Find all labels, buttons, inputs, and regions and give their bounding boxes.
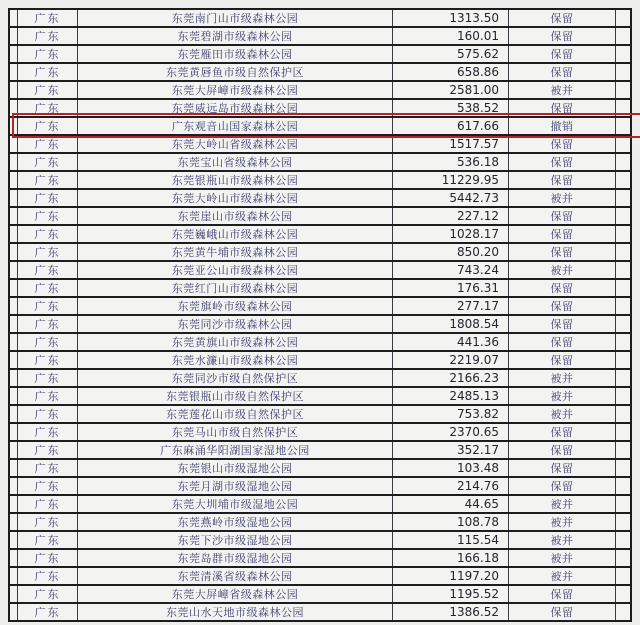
gutter-cell xyxy=(10,280,18,296)
table-row xyxy=(10,100,630,118)
table-row xyxy=(10,118,630,136)
status-cell: 撤销 xyxy=(509,118,616,134)
area-name-cell: 东莞碧湖市级森林公园 xyxy=(78,28,393,44)
area-value-cell: 658.86 xyxy=(393,64,509,80)
table-row xyxy=(10,388,630,406)
area-value-cell: 1517.57 xyxy=(393,136,509,152)
province-cell: 广东 xyxy=(18,10,78,26)
area-name-cell: 东莞大岭山省级森林公园 xyxy=(78,136,393,152)
area-value-cell: 103.48 xyxy=(393,460,509,476)
status-cell: 保留 xyxy=(509,586,616,602)
province-cell: 广东 xyxy=(18,334,78,350)
province-cell: 广东 xyxy=(18,514,78,530)
area-name-cell: 广东麻涌华阳湖国家湿地公园 xyxy=(78,442,393,458)
table-row xyxy=(10,208,630,226)
table-row xyxy=(10,478,630,496)
gutter-cell xyxy=(616,442,630,458)
area-name-cell: 东莞银瓶山市级森林公园 xyxy=(78,172,393,188)
gutter-cell xyxy=(616,262,630,278)
gutter-cell xyxy=(616,388,630,404)
gutter-cell xyxy=(616,460,630,476)
status-cell: 保留 xyxy=(509,28,616,44)
area-name-cell: 东莞崖山市级森林公园 xyxy=(78,208,393,224)
table-row xyxy=(10,28,630,46)
status-cell: 保留 xyxy=(509,478,616,494)
gutter-cell xyxy=(10,514,18,530)
table-row xyxy=(10,406,630,424)
status-cell: 被并 xyxy=(509,406,616,422)
table-row xyxy=(10,424,630,442)
area-value-cell: 753.82 xyxy=(393,406,509,422)
province-cell: 广东 xyxy=(18,190,78,206)
area-name-cell: 东莞银山市级湿地公园 xyxy=(78,460,393,476)
gutter-cell xyxy=(616,190,630,206)
area-value-cell: 1808.54 xyxy=(393,316,509,332)
status-cell: 保留 xyxy=(509,460,616,476)
status-cell: 被并 xyxy=(509,262,616,278)
status-cell: 保留 xyxy=(509,442,616,458)
status-cell: 被并 xyxy=(509,514,616,530)
area-name-cell: 东莞红门山市级森林公园 xyxy=(78,280,393,296)
gutter-cell xyxy=(616,406,630,422)
gutter-cell xyxy=(616,82,630,98)
gutter-cell xyxy=(616,46,630,62)
status-cell: 保留 xyxy=(509,208,616,224)
gutter-cell xyxy=(10,244,18,260)
province-cell: 广东 xyxy=(18,550,78,566)
area-name-cell: 东莞巍峨山市级森林公园 xyxy=(78,226,393,242)
table-row xyxy=(10,154,630,172)
gutter-cell xyxy=(616,550,630,566)
area-value-cell: 2581.00 xyxy=(393,82,509,98)
area-value-cell: 214.76 xyxy=(393,478,509,494)
gutter-cell xyxy=(616,532,630,548)
area-value-cell: 850.20 xyxy=(393,244,509,260)
gutter-cell xyxy=(616,172,630,188)
area-value-cell: 1313.50 xyxy=(393,10,509,26)
gutter-cell xyxy=(616,244,630,260)
table-row xyxy=(10,280,630,298)
province-cell: 广东 xyxy=(18,568,78,584)
area-name-cell: 东莞黄唇鱼市级自然保护区 xyxy=(78,64,393,80)
gutter-cell xyxy=(10,154,18,170)
status-cell: 保留 xyxy=(509,46,616,62)
area-name-cell: 东莞大屏嶂省级森林公园 xyxy=(78,586,393,602)
table-row xyxy=(10,370,630,388)
status-cell: 保留 xyxy=(509,154,616,170)
gutter-cell xyxy=(616,316,630,332)
area-name-cell: 东莞月湖市级湿地公园 xyxy=(78,478,393,494)
table-row xyxy=(10,442,630,460)
status-cell: 保留 xyxy=(509,316,616,332)
gutter-cell xyxy=(616,154,630,170)
status-cell: 保留 xyxy=(509,10,616,26)
table-row xyxy=(10,46,630,64)
area-value-cell: 352.17 xyxy=(393,442,509,458)
gutter-cell xyxy=(10,478,18,494)
area-value-cell: 441.36 xyxy=(393,334,509,350)
area-name-cell: 东莞岛群市级湿地公园 xyxy=(78,550,393,566)
area-name-cell: 东莞银瓶山市级自然保护区 xyxy=(78,388,393,404)
area-value-cell: 277.17 xyxy=(393,298,509,314)
area-value-cell: 575.62 xyxy=(393,46,509,62)
area-value-cell: 2370.65 xyxy=(393,424,509,440)
gutter-cell xyxy=(616,226,630,242)
province-cell: 广东 xyxy=(18,532,78,548)
area-name-cell: 东莞南门山市级森林公园 xyxy=(78,10,393,26)
gutter-cell xyxy=(10,118,18,134)
area-value-cell: 1197.20 xyxy=(393,568,509,584)
province-cell: 广东 xyxy=(18,100,78,116)
status-cell: 被并 xyxy=(509,190,616,206)
gutter-cell xyxy=(10,424,18,440)
gutter-cell xyxy=(10,298,18,314)
province-cell: 广东 xyxy=(18,226,78,242)
gutter-cell xyxy=(10,370,18,386)
province-cell: 广东 xyxy=(18,280,78,296)
gutter-cell xyxy=(10,100,18,116)
province-cell: 广东 xyxy=(18,208,78,224)
status-cell: 保留 xyxy=(509,172,616,188)
province-cell: 广东 xyxy=(18,478,78,494)
gutter-cell xyxy=(616,280,630,296)
province-cell: 广东 xyxy=(18,298,78,314)
gutter-cell xyxy=(10,352,18,368)
gutter-cell xyxy=(616,496,630,512)
gutter-cell xyxy=(10,226,18,242)
area-name-cell: 东莞宝山省级森林公园 xyxy=(78,154,393,170)
province-cell: 广东 xyxy=(18,154,78,170)
area-value-cell: 743.24 xyxy=(393,262,509,278)
status-cell: 被并 xyxy=(509,388,616,404)
status-cell: 被并 xyxy=(509,532,616,548)
gutter-cell xyxy=(616,334,630,350)
gutter-cell xyxy=(10,460,18,476)
area-name-cell: 东莞燕岭市级湿地公园 xyxy=(78,514,393,530)
gutter-cell xyxy=(616,100,630,116)
gutter-cell xyxy=(10,262,18,278)
area-value-cell: 2485.13 xyxy=(393,388,509,404)
area-value-cell: 1195.52 xyxy=(393,586,509,602)
area-name-cell: 东莞黄旗山市级森林公园 xyxy=(78,334,393,350)
province-cell: 广东 xyxy=(18,118,78,134)
status-cell: 保留 xyxy=(509,604,616,620)
area-value-cell: 176.31 xyxy=(393,280,509,296)
table-row xyxy=(10,460,630,478)
table-row xyxy=(10,334,630,352)
area-name-cell: 东莞同沙市级森林公园 xyxy=(78,316,393,332)
status-cell: 保留 xyxy=(509,334,616,350)
area-value-cell: 11229.95 xyxy=(393,172,509,188)
gutter-cell xyxy=(10,442,18,458)
status-cell: 保留 xyxy=(509,280,616,296)
province-cell: 广东 xyxy=(18,316,78,332)
table-row xyxy=(10,568,630,586)
status-cell: 被并 xyxy=(509,550,616,566)
province-cell: 广东 xyxy=(18,244,78,260)
area-name-cell: 东莞雁田市级森林公园 xyxy=(78,46,393,62)
table-row xyxy=(10,262,630,280)
province-cell: 广东 xyxy=(18,82,78,98)
area-value-cell: 536.18 xyxy=(393,154,509,170)
province-cell: 广东 xyxy=(18,496,78,512)
area-name-cell: 东莞大圳埔市级湿地公园 xyxy=(78,496,393,512)
area-name-cell: 东莞黄牛埔市级森林公园 xyxy=(78,244,393,260)
gutter-cell xyxy=(10,172,18,188)
status-cell: 保留 xyxy=(509,64,616,80)
table-row xyxy=(10,586,630,604)
gutter-cell xyxy=(10,388,18,404)
status-cell: 被并 xyxy=(509,496,616,512)
gutter-cell xyxy=(10,568,18,584)
table-row xyxy=(10,532,630,550)
area-name-cell: 东莞威远岛市级森林公园 xyxy=(78,100,393,116)
province-cell: 广东 xyxy=(18,586,78,602)
gutter-cell xyxy=(616,568,630,584)
table-row xyxy=(10,316,630,334)
gutter-cell xyxy=(616,424,630,440)
area-name-cell: 东莞同沙市级自然保护区 xyxy=(78,370,393,386)
province-cell: 广东 xyxy=(18,406,78,422)
gutter-cell xyxy=(10,496,18,512)
table-row xyxy=(10,64,630,82)
gutter-cell xyxy=(616,586,630,602)
area-name-cell: 东莞马山市级自然保护区 xyxy=(78,424,393,440)
table-row xyxy=(10,352,630,370)
area-value-cell: 2166.23 xyxy=(393,370,509,386)
gutter-cell xyxy=(10,82,18,98)
status-cell: 被并 xyxy=(509,568,616,584)
gutter-cell xyxy=(616,28,630,44)
status-cell: 保留 xyxy=(509,244,616,260)
area-value-cell: 5442.73 xyxy=(393,190,509,206)
table-row xyxy=(10,496,630,514)
status-cell: 保留 xyxy=(509,298,616,314)
province-cell: 广东 xyxy=(18,604,78,620)
gutter-cell xyxy=(616,298,630,314)
table-row xyxy=(10,244,630,262)
gutter-cell xyxy=(10,586,18,602)
area-value-cell: 1386.52 xyxy=(393,604,509,620)
area-value-cell: 538.52 xyxy=(393,100,509,116)
province-cell: 广东 xyxy=(18,442,78,458)
status-cell: 被并 xyxy=(509,370,616,386)
province-cell: 广东 xyxy=(18,262,78,278)
area-name-cell: 东莞清溪省级森林公园 xyxy=(78,568,393,584)
province-cell: 广东 xyxy=(18,388,78,404)
province-cell: 广东 xyxy=(18,46,78,62)
gutter-cell xyxy=(10,190,18,206)
area-value-cell: 166.18 xyxy=(393,550,509,566)
gutter-cell xyxy=(10,46,18,62)
gutter-cell xyxy=(10,532,18,548)
status-cell: 保留 xyxy=(509,352,616,368)
gutter-cell xyxy=(10,28,18,44)
area-name-cell: 东莞莲花山市级自然保护区 xyxy=(78,406,393,422)
gutter-cell xyxy=(616,514,630,530)
gutter-cell xyxy=(616,478,630,494)
gutter-cell xyxy=(10,406,18,422)
province-cell: 广东 xyxy=(18,352,78,368)
province-cell: 广东 xyxy=(18,460,78,476)
area-value-cell: 108.78 xyxy=(393,514,509,530)
province-cell: 广东 xyxy=(18,370,78,386)
area-value-cell: 160.01 xyxy=(393,28,509,44)
gutter-cell xyxy=(10,334,18,350)
gutter-cell xyxy=(616,370,630,386)
table-row xyxy=(10,190,630,208)
gutter-cell xyxy=(10,10,18,26)
table-row xyxy=(10,172,630,190)
gutter-cell xyxy=(616,118,630,134)
province-cell: 广东 xyxy=(18,424,78,440)
area-value-cell: 115.54 xyxy=(393,532,509,548)
gutter-cell xyxy=(10,136,18,152)
gutter-cell xyxy=(616,604,630,620)
area-name-cell: 东莞大屏嶂市级森林公园 xyxy=(78,82,393,98)
table-row xyxy=(10,550,630,568)
table-row xyxy=(10,226,630,244)
province-cell: 广东 xyxy=(18,172,78,188)
area-name-cell: 东莞亚公山市级森林公园 xyxy=(78,262,393,278)
gutter-cell xyxy=(616,136,630,152)
area-name-cell: 东莞大岭山市级森林公园 xyxy=(78,190,393,206)
table-row xyxy=(10,82,630,100)
table-row xyxy=(10,10,630,28)
status-cell: 保留 xyxy=(509,100,616,116)
province-cell: 广东 xyxy=(18,28,78,44)
gutter-cell xyxy=(10,604,18,620)
gutter-cell xyxy=(616,352,630,368)
province-cell: 广东 xyxy=(18,136,78,152)
status-cell: 保留 xyxy=(509,136,616,152)
gutter-cell xyxy=(616,64,630,80)
gutter-cell xyxy=(616,208,630,224)
protected-areas-table xyxy=(8,8,632,622)
gutter-cell xyxy=(10,316,18,332)
status-cell: 保留 xyxy=(509,424,616,440)
province-cell: 广东 xyxy=(18,64,78,80)
status-cell: 被并 xyxy=(509,82,616,98)
gutter-cell xyxy=(616,10,630,26)
area-value-cell: 2219.07 xyxy=(393,352,509,368)
gutter-cell xyxy=(10,64,18,80)
table-row xyxy=(10,514,630,532)
area-name-cell: 广东观音山国家森林公园 xyxy=(78,118,393,134)
area-value-cell: 1028.17 xyxy=(393,226,509,242)
status-cell: 保留 xyxy=(509,226,616,242)
area-name-cell: 东莞下沙市级湿地公园 xyxy=(78,532,393,548)
gutter-cell xyxy=(10,550,18,566)
table-row xyxy=(10,136,630,154)
area-value-cell: 227.12 xyxy=(393,208,509,224)
area-name-cell: 东莞水濂山市级森林公园 xyxy=(78,352,393,368)
area-name-cell: 东莞山水天地市级森林公园 xyxy=(78,604,393,620)
area-value-cell: 617.66 xyxy=(393,118,509,134)
area-value-cell: 44.65 xyxy=(393,496,509,512)
gutter-cell xyxy=(10,208,18,224)
area-name-cell: 东莞旗岭市级森林公园 xyxy=(78,298,393,314)
table-row xyxy=(10,604,630,620)
table-row xyxy=(10,298,630,316)
